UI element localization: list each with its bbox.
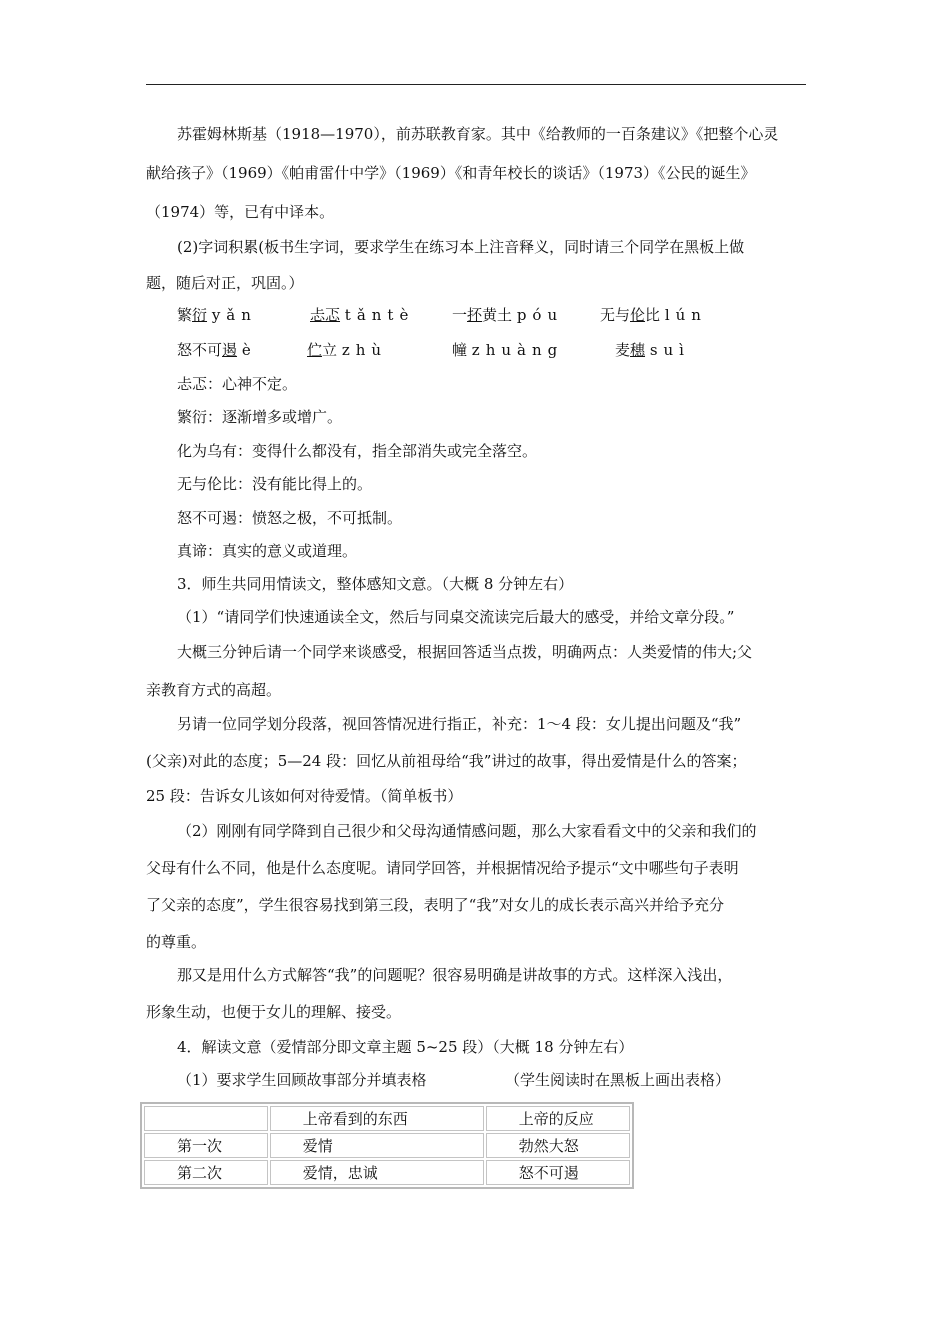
step3-paragraph: 那又是用什么方式解答“我”的问题呢？很容易明确是讲故事的方式。这样深入浅出， <box>177 966 733 984</box>
step3-paragraph: （1）“请同学们快速通读全文，然后与同桌交流读完后最大的感受，并给文章分段。” <box>177 608 735 626</box>
step3-paragraph: 了父亲的态度”，学生很容易找到第三段，表明了“我”对女儿的成长表示高兴并给予充分 <box>146 896 725 914</box>
definition: 怒不可遏：愤怒之极，不可抵制。 <box>177 509 403 527</box>
step3-paragraph: 大概三分钟后请一个同学来谈感受，根据回答适当点拨，明确两点：人类爱情的伟大;父 <box>177 643 753 661</box>
table-row <box>144 1133 630 1158</box>
definition: 无与伦比：没有能比得上的。 <box>177 475 373 493</box>
pinyin-item: 伫立 zhù <box>307 341 388 359</box>
step3-paragraph: 亲教育方式的高超。 <box>146 681 282 699</box>
definition: 忐忑：心神不定。 <box>177 375 298 393</box>
step3-paragraph: 父母有什么不同，他是什么态度呢。请同学回答，并根据情况给予提示“文中哪些句子表明 <box>146 859 739 877</box>
table-header-row <box>144 1106 630 1131</box>
step3-paragraph: 另请一位同学划分段落，视回答情况进行指正，补充：1～4 段：女儿提出问题及“我” <box>177 715 742 733</box>
definition: 化为乌有：变得什么都没有，指全部消失或完全落空。 <box>177 442 538 460</box>
step3-heading: 3．师生共同用情读文，整体感知文意。（大概 8 分钟左右） <box>177 575 574 593</box>
table-header-cell <box>144 1106 268 1131</box>
definition: 真谛：真实的意义或道理。 <box>177 542 358 560</box>
pinyin-item: 一抔黄土 póu <box>452 306 564 324</box>
pinyin-item: 怒不可遏 è <box>177 341 257 359</box>
header-rule <box>146 84 806 85</box>
table-cell: 爱情，忠诚 <box>270 1160 484 1185</box>
pinyin-item: 无与伦比 lún <box>600 306 707 324</box>
story-table <box>140 1102 634 1189</box>
vocab-instruction-line-1: (2)字词积累(板书生字词，要求学生在练习本上注音释义，同时请三个同学在黑板上做 <box>177 238 745 256</box>
table-cell: 爱情 <box>270 1133 484 1158</box>
pinyin-item: 繁衍 yǎn <box>177 306 257 324</box>
step4-note: （学生阅读时在黑板上画出表格） <box>505 1071 731 1089</box>
intro-line-1: 苏霍姆林斯基（1918—1970），前苏联教育家。其中《给教师的一百条建议》《把整个心灵 <box>177 125 779 143</box>
intro-line-3: （1974）等，已有中译本。 <box>146 203 335 221</box>
table-row <box>144 1160 630 1185</box>
pinyin-item: 幢 zhuàng <box>452 341 564 359</box>
step3-paragraph: 的尊重。 <box>146 933 207 951</box>
step4-heading: 4．解读文意（爱情部分即文章主题 5~25 段）（大概 18 分钟左右） <box>177 1038 634 1056</box>
step3-paragraph: 形象生动，也便于女儿的理解、接受。 <box>146 1003 402 1021</box>
table-cell: 第二次 <box>144 1160 268 1185</box>
definition: 繁衍：逐渐增多或增广。 <box>177 408 343 426</box>
table-header-cell: 上帝的反应 <box>486 1106 630 1131</box>
table-cell: 勃然大怒 <box>486 1133 630 1158</box>
table-cell: 怒不可遏 <box>486 1160 630 1185</box>
table-cell: 第一次 <box>144 1133 268 1158</box>
step4-task: （1）要求学生回顾故事部分并填表格 <box>177 1071 427 1089</box>
pinyin-item: 忐忑 tǎntè <box>310 306 415 324</box>
step3-paragraph: (父亲)对此的态度；5—24 段：回忆从前祖母给“我”讲过的故事，得出爱情是什么的答案； <box>146 752 747 770</box>
step3-paragraph: 25 段：告诉女儿该如何对待爱情。（简单板书） <box>146 787 463 805</box>
vocab-instruction-line-2: 题，随后对正，巩固。） <box>146 274 304 292</box>
intro-line-2: 献给孩子》（1969）《帕甫雷什中学》（1969）《和青年校长的谈话》（1973）《公民的诞生》 <box>146 164 756 182</box>
pinyin-item: 麦穗 suì <box>615 341 690 359</box>
table-header-cell: 上帝看到的东西 <box>270 1106 484 1131</box>
step3-paragraph: （2）刚刚有同学降到自己很少和父母沟通情感问题，那么大家看看文中的父亲和我们的 <box>177 822 757 840</box>
